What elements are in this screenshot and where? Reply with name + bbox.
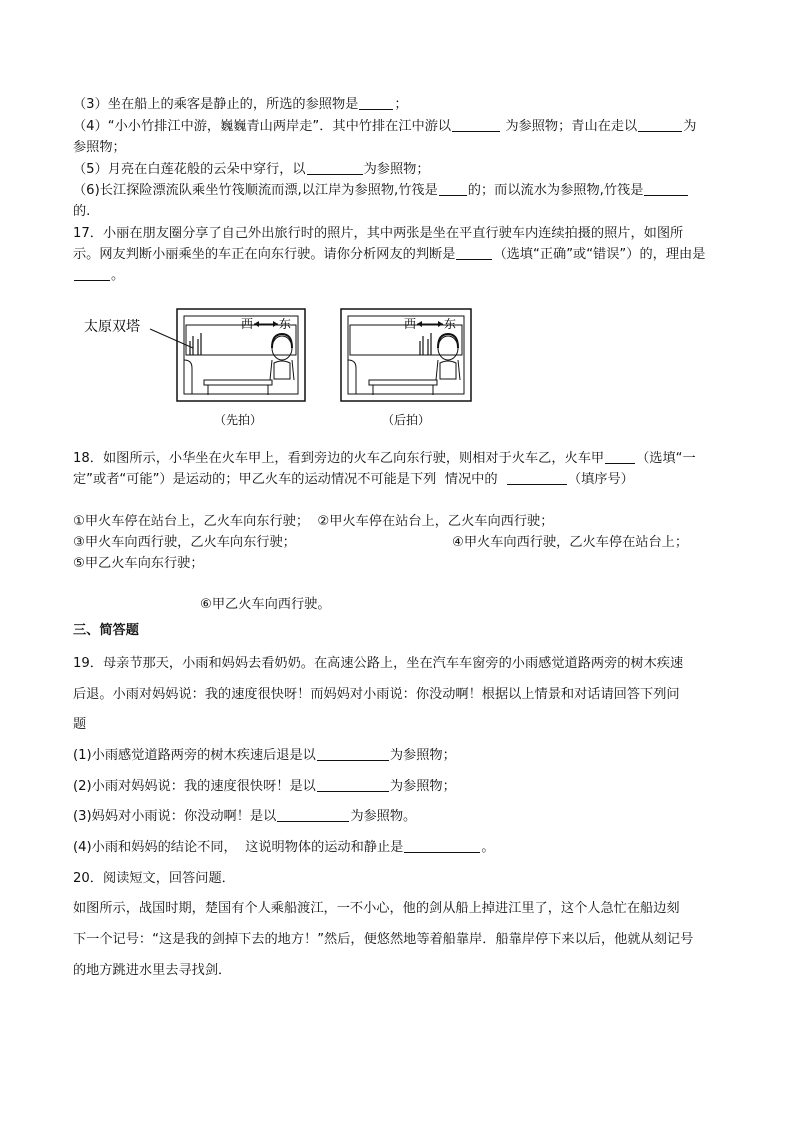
answer-blank[interactable] (404, 839, 480, 853)
q16-line-6: （6)长江探险漂流队乘坐竹筏顺流而漂,以江岸为参照物,竹筏是 的；而以流水为参照物,竹筏是 (73, 182, 689, 200)
q19-sub-1: (1)小雨感觉道路两旁的树木疾速后退是以 为参照物； (73, 748, 456, 763)
q17-line-1: 17．小丽在朋友圈分享了自己外出旅行时的照片，其中两张是坐在平直行驶车内连续拍摄的照片，如图所 (73, 226, 684, 241)
q16-line-4: （4）“小小竹排江中游，巍巍青山两岸走”．其中竹排在江中游以 为参照物；青山在走以 为 (73, 119, 697, 134)
west-label: 西 (241, 317, 254, 331)
q18-option-6: ⑥甲乙火车向西行驶。 (200, 597, 331, 612)
section-title: 三、简答题 (73, 623, 139, 638)
q19-line-1: 19．母亲节那天，小雨和妈妈去看奶奶。在高速公路上，坐在汽车车窗旁的小雨感觉道路两旁的树木疾速 (73, 656, 684, 671)
q20-line-4: 的地方跳进水里去寻找剑． (73, 963, 232, 978)
answer-blank[interactable] (359, 96, 393, 110)
photo-after (341, 309, 471, 427)
answer-blank[interactable] (638, 118, 682, 132)
train-window-photos-figure (80, 303, 480, 433)
east-label: 东 (279, 317, 292, 331)
tower-label: 太原双塔 (84, 319, 140, 335)
girl-icon (270, 334, 294, 380)
q19-sub-4: (4)小雨和妈妈的结论不同， 这说明物体的运动和静止是 。 (73, 840, 495, 855)
q19-line-2: 后退。小雨对妈妈说：我的速度很快呀！而妈妈对小雨说：你没动啊！根据以上情景和对话请回答下列问 (73, 687, 680, 702)
answer-blank[interactable] (307, 161, 363, 175)
answer-blank[interactable] (439, 182, 467, 196)
answer-blank[interactable] (277, 808, 349, 822)
tower-leader-line (150, 329, 193, 348)
answer-blank[interactable] (317, 747, 389, 761)
q16-line-4-cont: 参照物； (73, 140, 126, 155)
q17-line-3: 。 (73, 267, 124, 285)
q16-line-5: （5）月亮在白莲花般的云朵中穿行，以 为参照物； (73, 162, 430, 177)
answer-blank[interactable] (456, 246, 492, 260)
answer-blank[interactable] (317, 778, 389, 792)
caption-before: （先拍） (214, 413, 263, 427)
q19-line-3: 题 (73, 717, 87, 732)
answer-blank[interactable] (452, 118, 500, 132)
q18-option-3: ③甲火车向西行驶，乙火车向东行驶； (73, 535, 296, 550)
east-label: 东 (444, 317, 457, 331)
west-label: 西 (404, 317, 417, 331)
caption-after: （后拍） (382, 413, 431, 427)
q20-line-2: 如图所示，战国时期，楚国有个人乘船渡江，一不小心，他的剑从船上掉进江里了，这个人急忙在船边刻 (73, 901, 680, 916)
twin-towers-icon (420, 333, 431, 355)
q18-option-4: ④甲火车向西行驶，乙火车停在站台上； (452, 535, 689, 550)
girl-icon (436, 334, 460, 380)
answer-blank[interactable] (74, 267, 110, 281)
answer-blank[interactable] (605, 450, 635, 464)
answer-blank[interactable] (644, 182, 688, 196)
q19-sub-2: (2)小雨对妈妈说：我的速度很快呀！是以 为参照物； (73, 779, 456, 794)
answer-blank[interactable] (507, 471, 567, 485)
q18-line-1: 18．如图所示，小华坐在火车甲上，看到旁边的火车乙向东行驶，则相对于火车乙，火车甲 （选填“一 (73, 451, 696, 466)
q16-line-3: （3）坐在船上的乘客是静止的，所选的参照物是 ； (73, 97, 408, 112)
q18-options-row-1: ①甲火车停在站台上，乙火车向东行驶； ②甲火车停在站台上，乙火车向西行驶； (73, 514, 554, 529)
q17-line-2: 示。网友判断小丽乘坐的车正在向东行驶。请你分析网友的判断是 （选填“正确”或“错误”）的，理由是 (73, 247, 706, 262)
q20-line-3: 下一个记号：“这是我的剑掉下去的地方！”然后，便悠然地等着船靠岸．船靠岸停下来以后，他就从刻记号 (73, 932, 694, 947)
q18-line-2: 定”或者“可能”）是运动的；甲乙火车的运动情况不可能是下列 情况中的 （填序号） (73, 472, 634, 487)
q19-sub-3: (3)妈妈对小雨说：你没动啊！是以 为参照物。 (73, 809, 417, 824)
q16-line-6-cont: 的. (73, 204, 91, 219)
q18-option-5: ⑤甲乙火车向东行驶； (73, 556, 204, 571)
photo-before (177, 309, 305, 427)
twin-towers-icon (190, 333, 201, 355)
q20-line-1: 20．阅读短文，回答问题． (73, 871, 235, 886)
